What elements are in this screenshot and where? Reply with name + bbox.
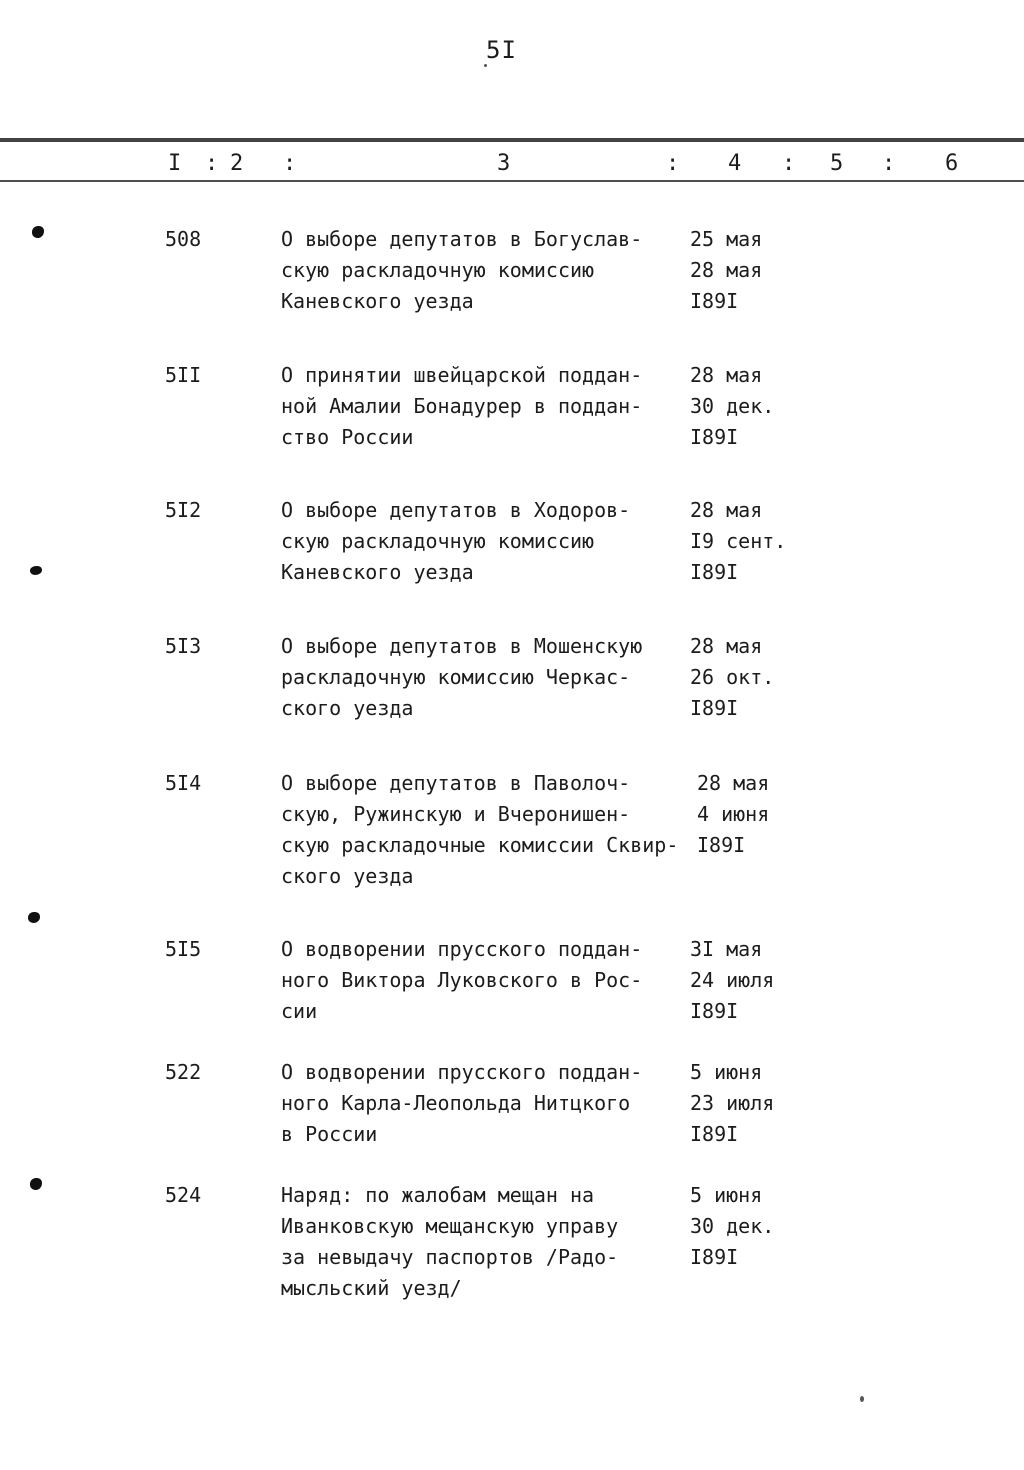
top-rule (0, 138, 1024, 142)
record-number: 5I4 (165, 771, 202, 795)
record-title-line: О принятии швейцарской поддан- (281, 363, 643, 387)
record-dates (690, 224, 810, 317)
record-title-line: О водворении прусского поддан- (281, 1060, 643, 1084)
record-dates (690, 631, 810, 724)
record-date-end: 23 июля (690, 1091, 775, 1115)
record-title-line: ство России (281, 425, 414, 449)
record-dates (690, 1180, 810, 1273)
record-title-line: ного Карла-Леопольда Нитцкого (281, 1091, 631, 1115)
record-title-line: Иванковскую мещанскую управу (281, 1214, 619, 1238)
record-title (281, 934, 691, 1027)
record-title (281, 1180, 691, 1304)
record-dates (690, 934, 810, 1027)
margin-hole-mark (28, 912, 40, 923)
record-title (281, 1057, 691, 1150)
column-separator: : (283, 151, 297, 176)
column-separator: : (882, 151, 896, 176)
header-rule (0, 180, 1024, 182)
record-number: 5I5 (165, 937, 202, 961)
column-header-4: 4 (728, 151, 742, 176)
record-title-line: О выборе депутатов в Ходоров- (281, 498, 631, 522)
margin-hole-mark (30, 1178, 42, 1190)
record-dates (697, 768, 817, 861)
column-header-1: I (168, 151, 182, 176)
record-year: I89I (690, 560, 739, 584)
record-title-line: в России (281, 1122, 378, 1146)
record-number: 5II (165, 363, 202, 387)
record-title-line: О водворении прусского поддан- (281, 937, 643, 961)
record-title-line: О выборе депутатов в Паволоч- (281, 771, 631, 795)
record-title-line: скую, Ружинскую и Вчеронишен- (281, 802, 631, 826)
record-date-end: 4 июня (697, 802, 770, 826)
column-header-6: 6 (945, 151, 959, 176)
record-title-line: ского уезда (281, 864, 414, 888)
record-title-line: Каневского уезда (281, 289, 474, 313)
record-date-start: 3I мая (690, 937, 763, 961)
record-title (281, 495, 691, 588)
record-number: 524 (165, 1183, 202, 1207)
record-year: I89I (690, 1122, 739, 1146)
record-title-line: за невыдачу паспортов /Радо- (281, 1245, 619, 1269)
column-separator: : (205, 151, 219, 176)
record-date-end: 26 окт. (690, 665, 775, 689)
record-date-start: 25 мая (690, 227, 763, 251)
record-year: I89I (690, 1245, 739, 1269)
record-title (281, 768, 691, 892)
record-year: I89I (690, 289, 739, 313)
record-date-start: 5 июня (690, 1183, 763, 1207)
record-date-start: 28 мая (697, 771, 770, 795)
column-header-2: 2 (230, 151, 244, 176)
column-separator: : (666, 151, 680, 176)
column-header-5: 5 (830, 151, 844, 176)
record-number: 5I3 (165, 634, 202, 658)
margin-hole-mark (32, 226, 44, 238)
record-title-line: ского уезда (281, 696, 414, 720)
record-title-line: скую раскладочные комиссии Сквир- (281, 833, 679, 857)
record-dates (690, 1057, 810, 1150)
record-dates (690, 495, 810, 588)
margin-hole-mark (30, 566, 42, 575)
record-date-start: 28 мая (690, 363, 763, 387)
record-title-line: ного Виктора Луковского в Рос- (281, 968, 643, 992)
record-title-line: ной Амалии Бонадурер в поддан- (281, 394, 643, 418)
record-date-start: 5 июня (690, 1060, 763, 1084)
record-number: 5I2 (165, 498, 202, 522)
record-title-line: скую раскладочную комиссию (281, 258, 595, 282)
record-date-start: 28 мая (690, 498, 763, 522)
record-title-line: раскладочную комиссию Черкас- (281, 665, 631, 689)
record-date-end: 30 дек. (690, 394, 775, 418)
record-year: I89I (690, 999, 739, 1023)
record-title-line: О выборе депутатов в Мошенскую (281, 634, 643, 658)
record-title-line: Каневского уезда (281, 560, 474, 584)
record-year: I89I (697, 833, 746, 857)
record-title-line: О выборе депутатов в Богуслав- (281, 227, 643, 251)
record-title-line: сии (281, 999, 318, 1023)
column-header-3: 3 (497, 151, 511, 176)
record-number: 508 (165, 227, 202, 251)
record-dates (690, 360, 810, 453)
record-year: I89I (690, 425, 739, 449)
record-date-end: 28 мая (690, 258, 763, 282)
record-title (281, 224, 691, 317)
column-separator: : (782, 151, 796, 176)
record-date-end: I9 сент. (690, 529, 787, 553)
record-year: I89I (690, 696, 739, 720)
scan-speck (860, 1396, 864, 1402)
record-title-line: мысльский уезд/ (281, 1276, 462, 1300)
record-title-line: скую раскладочную комиссию (281, 529, 595, 553)
record-date-start: 28 мая (690, 634, 763, 658)
scan-speck (484, 64, 487, 67)
page-number: 5I (486, 36, 517, 64)
record-date-end: 24 июля (690, 968, 775, 992)
record-title (281, 360, 691, 453)
record-title-line: Наряд: по жалобам мещан на (281, 1183, 595, 1207)
record-number: 522 (165, 1060, 202, 1084)
record-title (281, 631, 691, 724)
record-date-end: 30 дек. (690, 1214, 775, 1238)
